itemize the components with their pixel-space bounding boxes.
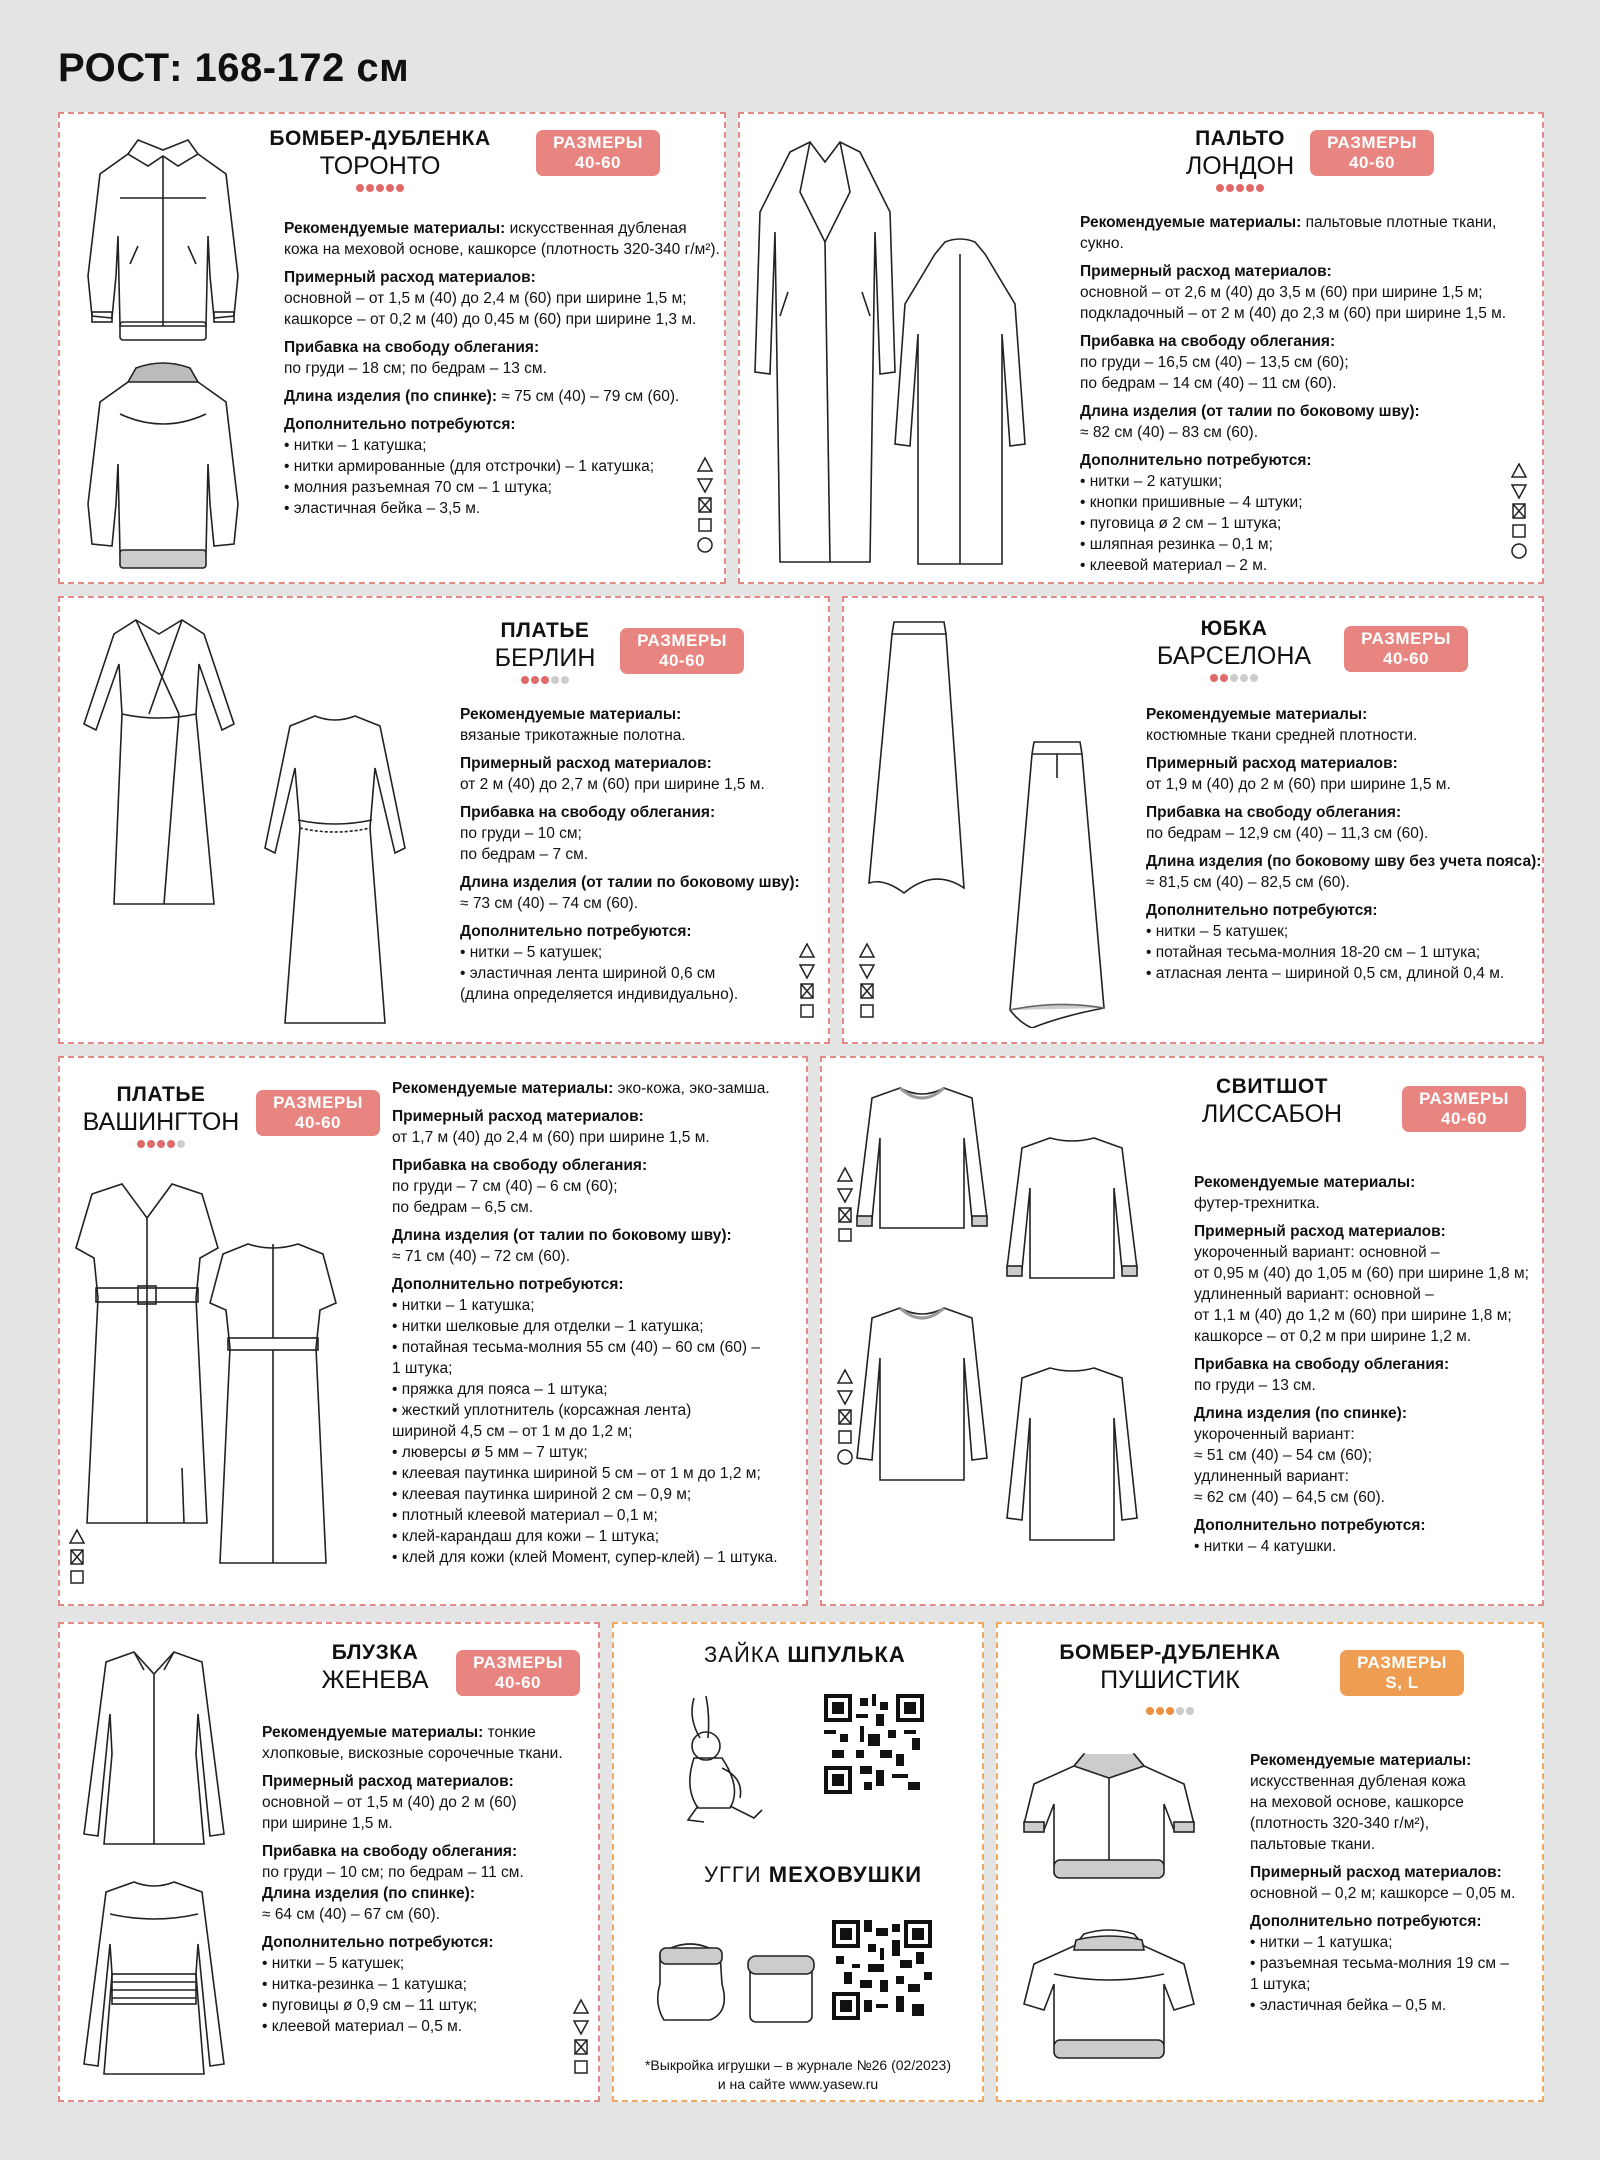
toronto-back-sketch xyxy=(78,354,248,574)
geneva-header xyxy=(300,1640,450,1695)
difficulty-rating xyxy=(480,676,610,684)
berlin-front-sketch xyxy=(74,614,244,914)
card-pushistik xyxy=(996,1622,1544,2102)
berlin-header xyxy=(480,618,610,684)
barcelona-name: БАРСЕЛОНА xyxy=(1156,642,1312,671)
toronto-front-sketch xyxy=(78,126,248,346)
berlin-size-badge: РАЗМЕРЫ 40-60 xyxy=(620,628,744,674)
card-lisbon xyxy=(820,1056,1544,1606)
pushistik-type: БОМБЕР-ДУБЛЕНКА xyxy=(1059,1641,1281,1664)
london-info: Рекомендуемые материалы: пальтовые плотные ткани, сукно. Примерный расход материалов: основной – от 2,6 м (40) до 3,5 м (60) при ширине 1,5 м; подкладочный – от 2 м (40) до 2,3 м (60) при ширине 1,5 м. Прибавка на свободу облегания: по груди – 16,5 см (40) – 13,5 см (60); по бедрам – 14 см (40) – 11 см (60). Длина изделия (от талии по боковому шву): ≈ 82 см (40) – 83 см (60). Дополнительно потребуются: • нитки – 2 катушки; • кнопки пришивные – 4 штуки; • пуговица ø 2 см – 1 штука; • шляпная резинка – 0,1 м; • клеевой материал – 2 м. xyxy=(1080,214,1507,574)
card-london xyxy=(738,112,1544,584)
lisbon-header xyxy=(1192,1074,1352,1129)
lisbon-short-back-sketch xyxy=(1002,1128,1142,1298)
toronto-type: БОМБЕР-ДУБЛЕНКА xyxy=(269,127,491,150)
toronto-header xyxy=(265,126,495,192)
london-name: ЛОНДОН xyxy=(1185,152,1295,181)
toronto-name: ТОРОНТО xyxy=(319,152,441,181)
card-toronto xyxy=(58,112,726,584)
pushistik-header xyxy=(1052,1640,1288,1715)
geneva-info: Рекомендуемые материалы: тонкие хлопковые, вискозные сорочечные ткани. Примерный расход материалов: основной – от 1,5 м (40) до 2 м (60) при ширине 1,5 м. Прибавка на свободу облегания: по груди – 10 см; по бедрам – 11 см. Длина изделия (по спинке): ≈ 64 см (40) – 67 см (60). Дополнительно потребуются: • нитки – 5 катушек; • нитка-резинка – 1 катушка; • пуговицы ø 0,9 см – 11 штук; • клеевой материал – 0,5 м. xyxy=(262,1724,563,2035)
barcelona-size-badge: РАЗМЕРЫ 40-60 xyxy=(1344,626,1468,672)
lisbon-long-back-sketch xyxy=(1002,1358,1142,1558)
london-back-sketch xyxy=(890,234,1030,574)
fabric-symbols xyxy=(68,1528,86,1586)
fabric-symbols xyxy=(572,1998,590,2076)
washington-front-sketch xyxy=(72,1178,222,1538)
geneva-back-sketch xyxy=(74,1874,234,2094)
lisbon-name: ЛИССАБОН xyxy=(1201,1100,1343,1129)
difficulty-rating xyxy=(1052,1707,1288,1715)
card-barcelona xyxy=(842,596,1544,1044)
boots-title: УГГИ МЕХОВУШКИ xyxy=(704,1862,923,1887)
card-geneva xyxy=(58,1622,600,2102)
berlin-back-sketch xyxy=(260,708,410,1028)
card-berlin xyxy=(58,596,830,1044)
barcelona-front-sketch xyxy=(864,618,974,898)
lisbon-info: Рекомендуемые материалы: футер-трехнитка. Примерный расход материалов: укороченный вариант: основной – от 0,95 м (40) до 1,05 м (60) при ширине 1,8 м; удлиненный вариант: основной – от 1,1 м (40) до 1,2 м (60) при ширине 1,8 м; кашкорсе – от 0,2 м при ширине 1,2 м. Прибавка на свободу облегания: по груди – 13 см. Длина изделия (по спинке): укороченный вариант: ≈ 51 см (40) – 54 см (60); удлиненный вариант: ≈ 62 см (40) – 64,5 см (60). Дополнительно потребуются: • нитки – 4 катушки. xyxy=(1194,1174,1529,1555)
fabric-symbols xyxy=(798,942,816,1020)
washington-size-badge: РАЗМЕРЫ 40-60 xyxy=(256,1090,380,1136)
lisbon-short-front-sketch xyxy=(852,1078,992,1258)
fabric-symbols xyxy=(696,456,714,554)
fabric-symbols xyxy=(858,942,876,1020)
difficulty-rating xyxy=(76,1140,246,1148)
pushistik-info: Рекомендуемые материалы: искусственная дубленая кожа на меховой основе, кашкорсе (плотность 320-340 г/м²), пальтовые ткани. Примерный расход материалов: основной – 0,2 м; кашкорсе – 0,05 м. Дополнительно потребуются: • нитки – 1 катушка; • разъемная тесьма-молния 19 см – 1 штука; • эластичная бейка – 0,5 м. xyxy=(1250,1752,1516,2014)
london-header xyxy=(1150,126,1330,192)
bunny-qr-code[interactable] xyxy=(824,1694,924,1794)
london-type: ПАЛЬТО xyxy=(1195,127,1285,150)
geneva-type: БЛУЗКА xyxy=(331,1641,419,1664)
card-washington xyxy=(58,1056,808,1606)
toys-footnote: *Выкройка игрушки – в журнале №26 (02/2023) и на сайте www.yasew.ru xyxy=(644,2057,952,2092)
washington-back-sketch xyxy=(208,1238,338,1568)
lisbon-long-front-sketch xyxy=(852,1298,992,1498)
berlin-type: ПЛАТЬЕ xyxy=(500,619,590,642)
toronto-size-badge: РАЗМЕРЫ 40-60 xyxy=(536,130,660,176)
fabric-symbols-long xyxy=(836,1368,854,1466)
london-size-badge: РАЗМЕРЫ 40-60 xyxy=(1310,130,1434,176)
geneva-name: ЖЕНЕВА xyxy=(321,1666,429,1695)
pushistik-front-sketch xyxy=(1014,1744,1204,1894)
washington-info: Рекомендуемые материалы: эко-кожа, эко-замша. Примерный расход материалов: от 1,7 м (40) до 2,4 м (60) при ширине 1,5 м. Прибавка на свободу облегания: по груди – 7 см (40) – 6 см (60); по бедрам – 6,5 см. Длина изделия (от талии по боковому шву): ≈ 71 см (40) – 72 см (60). Дополнительно потребуются: • нитки – 1 катушка; • нитки шелковые для отделки – 1 катушка; • потайная тесьма-молния 55 см (40) – 60 см (60) – 1 штука; • пряжка для пояса – 1 штука; • жесткий уплотнитель (корсажная лента) шириной 4,5 см – от 1 м до 1,2 м; • люверсы ø 5 мм – 7 штук; • клеевая паутинка шириной 5 см – от 1 м до 1,2 м; • клеевая паутинка шириной 2 см – 0,9 м; • плотный клеевой материал – 0,1 м; • клей-карандаш для кожи – 1 штука; • клей для кожи (клей Момент, супер-клей) – 1 штука. xyxy=(392,1080,778,1566)
lisbon-type: СВИТШОТ xyxy=(1215,1075,1329,1098)
boots-qr-code[interactable] xyxy=(832,1920,932,2020)
fabric-symbols-short xyxy=(836,1166,854,1244)
washington-type: ПЛАТЬЕ xyxy=(116,1083,206,1106)
bunny-title: ЗАЙКА ШПУЛЬКА xyxy=(704,1642,906,1667)
lisbon-size-badge: РАЗМЕРЫ 40-60 xyxy=(1402,1086,1526,1132)
london-front-sketch xyxy=(750,132,900,572)
berlin-info: Рекомендуемые материалы: вязаные трикотажные полотна. Примерный расход материалов: от 2 м (40) до 2,7 м (60) при ширине 1,5 м. Прибавка на свободу облегания: по груди – 10 см; по бедрам – 7 см. Длина изделия (от талии по боковому шву): ≈ 73 см (40) – 74 см (60). Дополнительно потребуются: • нитки – 5 катушек; • эластичная лента шириной 0,6 см (длина определяется индивидуально). xyxy=(460,706,800,1003)
barcelona-info: Рекомендуемые материалы: костюмные ткани средней плотности. Примерный расход материалов: от 1,9 м (40) до 2 м (60) при ширине 1,5 м. Прибавка на свободу облегания: по бедрам – 12,9 см (40) – 11,3 см (60). Длина изделия (по боковому шву без учета пояса): ≈ 81,5 см (40) – 82,5 см (60). Дополнительно потребуются: • нитки – 5 катушек; • потайная тесьма-молния 18-20 см – 1 штука; • атласная лента – шириной 0,5 см, длиной 0,4 м. xyxy=(1146,706,1542,982)
geneva-size-badge: РАЗМЕРЫ 40-60 xyxy=(456,1650,580,1696)
pushistik-name: ПУШИСТИК xyxy=(1100,1666,1240,1695)
geneva-front-sketch xyxy=(74,1644,234,1864)
page-title: РОСТ: 168-172 см xyxy=(58,46,410,90)
difficulty-rating xyxy=(1150,184,1330,192)
pushistik-back-sketch xyxy=(1014,1924,1204,2084)
barcelona-header xyxy=(1144,616,1324,682)
berlin-name: БЕРЛИН xyxy=(494,644,596,673)
bunny-sketch xyxy=(664,1688,774,1828)
fabric-symbols xyxy=(1510,462,1528,560)
difficulty-rating xyxy=(265,184,495,192)
barcelona-back-sketch xyxy=(1002,738,1112,1028)
difficulty-rating xyxy=(1144,674,1324,682)
card-toys xyxy=(612,1622,984,2102)
boots-sketch xyxy=(650,1924,830,2034)
barcelona-type: ЮБКА xyxy=(1200,617,1268,640)
pushistik-size-badge: РАЗМЕРЫ S, L xyxy=(1340,1650,1464,1696)
washington-name: ВАШИНГТОН xyxy=(82,1108,240,1137)
toronto-info: Рекомендуемые материалы: искусственная дубленая кожа на меховой основе, кашкорсе (плотность 320-340 г/м²). Примерный расход материалов: основной – от 1,5 м (40) до 2,4 м (60) при ширине 1,5 м; кашкорсе – от 0,2 м (40) до 0,45 м (60) при ширине 1,3 м. Прибавка на свободу облегания: по груди – 18 см; по бедрам – 13 см. Длина изделия (по спинке): ≈ 75 см (40) – 79 см (60). Дополнительно потребуются: • нитки – 1 катушка; • нитки армированные (для отстрочки) – 1 катушка; • молния разъемная 70 см – 1 штука; • эластичная бейка – 3,5 м. xyxy=(284,220,720,517)
washington-header xyxy=(76,1082,246,1148)
